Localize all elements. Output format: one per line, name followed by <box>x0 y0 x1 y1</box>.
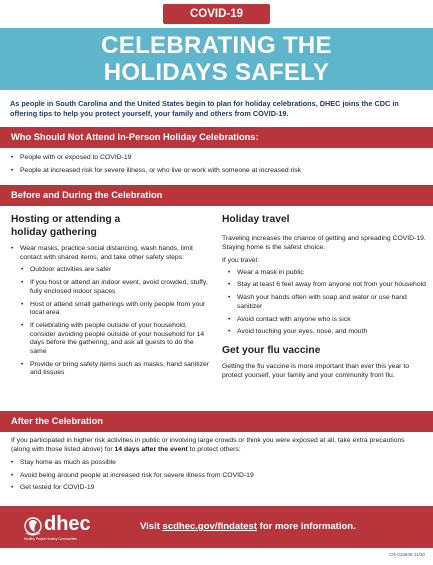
travel-lead: If you travel: <box>222 256 260 264</box>
list-item: • If celebrating with people outside of your household, consider avoiding people outside of your household for 14 days before the gathering, and ask all guests to do the same <box>21 322 211 357</box>
section-before-bar: Before and During the Celebration <box>0 185 433 206</box>
dhec-logo <box>22 512 107 542</box>
section-who-bar: Who Should Not Attend In-Person Holiday Celebrations: <box>0 127 433 148</box>
list-item: • Avoid being around people at increased risk for severe illness from COVID-19 <box>11 472 421 481</box>
visit-text: Visit scdhec.gov/findatest for more information. <box>140 521 356 532</box>
list-item: • People with or exposed to COVID-19 <box>11 154 421 163</box>
logo-tagline: Healthy People Healthy Communities <box>24 537 77 541</box>
title-line-2: HOLIDAYS SAFELY <box>103 59 330 86</box>
section-after-bar: After the Celebration <box>0 411 433 432</box>
logo-text: dhec <box>44 513 91 535</box>
footer <box>0 506 433 548</box>
title-line-1: CELEBRATING THE <box>101 32 332 59</box>
travel-column <box>222 213 427 381</box>
hosting-list <box>11 245 211 262</box>
who-list <box>11 154 421 179</box>
list-item: • Avoid touching your eyes, nose, and mouth <box>228 328 427 337</box>
flu-heading: Get your flu vaccine <box>222 344 321 356</box>
findatest-link[interactable]: scdhec.gov/findatest <box>162 521 258 532</box>
list-item: • Avoid contact with anyone who is sick <box>228 316 427 325</box>
travel-heading: Holiday travel <box>222 214 290 225</box>
intro-text: As people in South Carolina and the United States begin to plan for holiday celebrations, DHEC joins the CDC in offering tips to help you protect yourself, your family and others from COVID-19. <box>10 99 399 118</box>
after-para: If you participated in higher risk activities in public or involving large crowds or think you were exposed at all, take extra precautions (along with those listed above) for 14 days after the event to protect others: <box>11 437 405 453</box>
travel-list <box>228 269 427 337</box>
title-banner <box>0 28 433 90</box>
hosting-heading: Hosting or attending a holiday gathering <box>11 214 121 238</box>
covid-tag: COVID-19 <box>163 4 270 24</box>
list-item: • Stay at least 6 feet away from anyone not from your household <box>228 281 427 290</box>
travel-para: Traveling increases the chance of getting and spreading COVID-19. Staying home is the safest choice. <box>222 235 426 251</box>
list-item: • Wash your hands often with soap and water or use hand sanitizer <box>228 294 427 311</box>
list-item: • People at increased risk for severe illness, or who live or work with someone at increased risk <box>11 167 421 176</box>
hosting-sublist <box>21 266 211 378</box>
after-list <box>11 459 421 497</box>
list-item: • Stay home as much as possible <box>11 459 421 468</box>
after-para-bold: 14 days after the event <box>114 445 188 453</box>
document-code: CR-012849 11/20 <box>389 552 425 557</box>
list-item: • Provide or bring safety items such as masks, hand sanitizer and tissues <box>21 361 211 378</box>
flu-para: Getting the flu vaccine is more important than ever this year to protect yourself, your family and your community from flu. <box>222 362 410 379</box>
list-item: • If you host or attend an indoor event, avoid crowded, stuffy, fully enclosed indoor spaces <box>21 279 211 296</box>
list-item: • Outdoor activities are safer <box>21 266 211 275</box>
list-item: • Wear masks, practice social distancing, wash hands, limit contact with shared items, and take other safety steps: <box>11 245 211 262</box>
list-item: • Get tested for COVID-19 <box>11 484 421 493</box>
hosting-column <box>11 213 211 382</box>
list-item: • Host or attend small gatherings with only people from your local area <box>21 301 211 318</box>
list-item: • Wear a mask in public <box>228 269 427 278</box>
